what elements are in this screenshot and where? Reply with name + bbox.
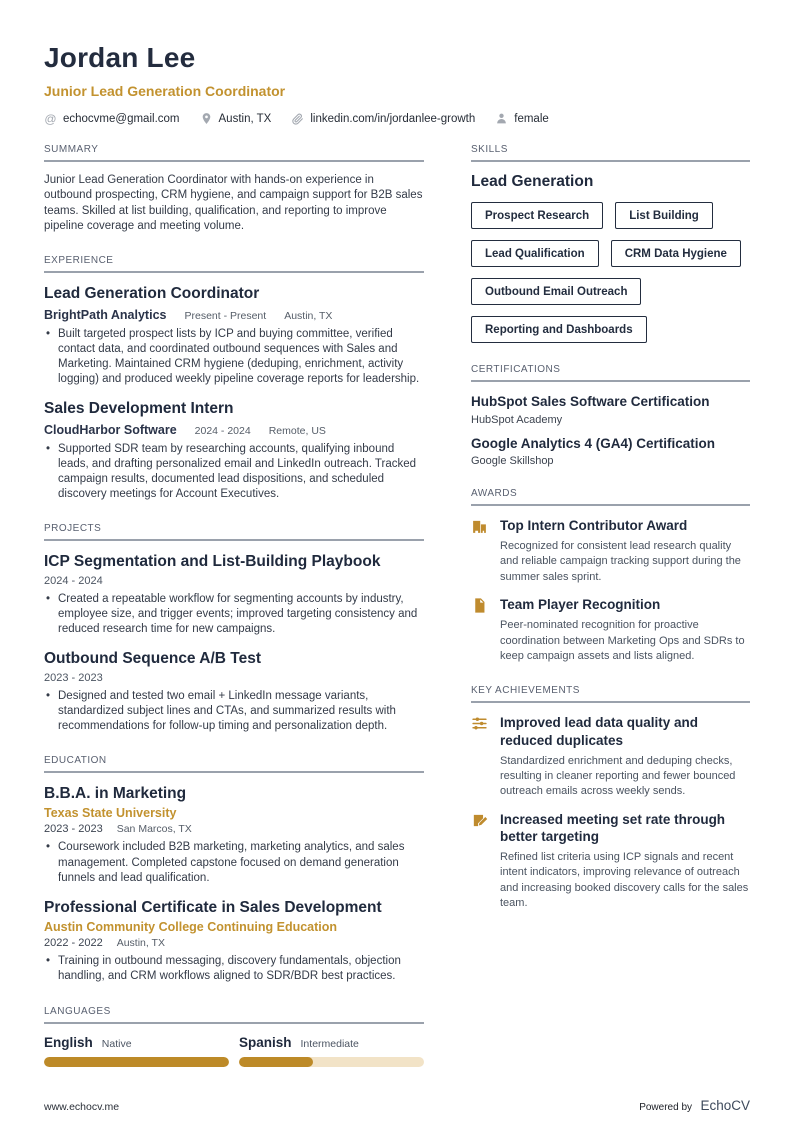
language-name: English (44, 1034, 93, 1050)
key-achievement-title: Improved lead data quality and reduced duplicates (500, 715, 699, 748)
footer-powered-by (639, 1097, 750, 1115)
candidate-name: Jordan Lee (44, 42, 196, 73)
powered-by-text: Powered by (639, 1102, 693, 1113)
person-icon (495, 112, 508, 125)
note-pencil-icon (471, 812, 488, 829)
language-level: Intermediate (300, 1037, 359, 1050)
language-item (44, 1035, 229, 1067)
key-achievement-entry (471, 811, 750, 912)
email-at-icon: @ (44, 111, 57, 126)
certification-issuer: HubSpot Academy (471, 413, 563, 426)
skills-label: SKILLS (471, 144, 508, 155)
section-skills (471, 144, 750, 343)
sliders-icon (471, 715, 488, 732)
language-proficiency-bar (44, 1057, 229, 1067)
experience-meta (44, 423, 424, 437)
key-achievement-head (471, 714, 750, 749)
contact-email-text: echocvme@gmail.com (63, 112, 180, 125)
skill-chip: Lead Qualification (471, 240, 599, 267)
language-item (239, 1035, 424, 1067)
education-degree: B.B.A. in Marketing (44, 785, 187, 803)
contact-gender-text: female (514, 112, 549, 125)
languages-label: LANGUAGES (44, 1005, 111, 1017)
section-languages (44, 1006, 424, 1067)
award-title: Top Intern Contributor Award (500, 518, 688, 534)
experience-entry (44, 284, 424, 387)
location-pin-icon (200, 112, 213, 125)
education-location: San Marcos, TX (116, 823, 192, 836)
languages-row (44, 1035, 424, 1067)
skill-chip: Outbound Email Outreach (471, 278, 641, 305)
experience-company: CloudHarbor Software (44, 422, 177, 437)
experience-entry (44, 399, 424, 502)
award-description: Peer-nominated recognition for proactive coordination between Marketing Ops and SDRs to keep campaign assets and lists aligned. (500, 619, 745, 663)
education-school: Austin Community College Continuing Education (44, 920, 338, 935)
education-dates: 2022 - 2022 (44, 937, 103, 950)
language-head (44, 1035, 229, 1050)
key-achievement-title: Increased meeting set rate through better targeting (500, 811, 726, 845)
education-location: Austin, TX (116, 937, 165, 950)
skill-chip: List Building (615, 202, 713, 229)
education-degree: Professional Certificate in Sales Development (44, 898, 382, 916)
summary-text: Junior Lead Generation Coordinator with hands-on experience in outbound prospecting, CRM hygiene, and campaign support for B2B sales teams. Skilled at list building, qualification, and reporting to improve pipeline coverage and meeting volume. (44, 174, 423, 232)
project-bullet: • Designed and tested two email + LinkedIn message variants, standardized subject lines and CTAs, and summarized results with recommendations for follow-up timing and personalization depth. (44, 689, 424, 735)
award-entry (471, 596, 750, 664)
education-bullet: • Coursework included B2B marketing, marketing analytics, and sales management. Completed capstone focused on demand generation funnels and lead qualification. (44, 840, 424, 886)
skill-chip: Prospect Research (471, 202, 603, 229)
award-head (471, 517, 750, 535)
project-entry (44, 552, 424, 637)
left-column (44, 144, 424, 1088)
skill-chips (471, 202, 750, 343)
building-icon (471, 518, 488, 535)
contact-row (44, 112, 750, 125)
section-summary (44, 144, 424, 234)
project-bullets (44, 689, 424, 735)
section-divider (471, 701, 750, 703)
certification-entry (471, 393, 750, 426)
certification-issuer: Google Skillshop (471, 455, 554, 468)
skill-chip: Reporting and Dashboards (471, 316, 647, 343)
education-meta (44, 937, 424, 949)
paperclip-link-icon (291, 112, 304, 125)
contact-gender (495, 112, 549, 125)
certification-entry (471, 435, 750, 468)
section-divider (44, 160, 424, 162)
certifications-label: CERTIFICATIONS (471, 364, 561, 375)
experience-location: Remote, US (268, 424, 326, 437)
certification-name: Google Analytics 4 (GA4) Certification (471, 435, 716, 451)
contact-linkedin-text: linkedin.com/in/jordanlee-growth (310, 112, 476, 125)
footer-site-link[interactable]: www.echocv.me (44, 1101, 120, 1113)
experience-bullet: • Built targeted prospect lists by ICP and buying committee, verified contact data, and coordinated outbound sequences with Sales and Marketing. Maintained CRM hygiene (deduping, enrichment, activity logging) and produced weekly pipeline coverage reports for leadership. (44, 327, 424, 388)
key-achievement-description: Standardized enrichment and deduping checks, resulting in cleaner reporting and fewer bounced outreach emails across weekly sends. (500, 754, 736, 798)
section-awards (471, 488, 750, 664)
project-title: Outbound Sequence A/B Test (44, 650, 262, 668)
key-achievement-description: Refined list criteria using ICP signals and recent intent indicators, improving relevance of outreach and increasing booked discovery calls for the sales team. (500, 850, 749, 909)
projects-label: PROJECTS (44, 523, 102, 535)
award-head (471, 596, 750, 614)
awards-label: AWARDS (471, 488, 518, 500)
section-experience (44, 255, 424, 502)
education-entry (44, 898, 424, 985)
certificate-document-icon (471, 597, 488, 614)
section-divider (44, 771, 424, 773)
award-description: Recognized for consistent lead research quality and reliable campaign tracking support during the summer sales sprint. (500, 540, 741, 583)
experience-title: Lead Generation Coordinator (44, 285, 260, 303)
education-entry (44, 784, 424, 886)
echocv-brand-link[interactable]: EchoCV (700, 1098, 750, 1113)
resume-header (44, 42, 750, 125)
key-achievement-head (471, 811, 750, 846)
section-certifications (471, 364, 750, 467)
summary-label: SUMMARY (44, 144, 99, 155)
language-level: Native (101, 1037, 132, 1050)
section-divider (44, 539, 424, 541)
section-divider (44, 271, 424, 273)
experience-bullets (44, 442, 424, 503)
project-dates: 2024 - 2024 (44, 574, 103, 587)
language-head (239, 1035, 424, 1050)
education-dates: 2023 - 2023 (44, 823, 103, 836)
project-bullet: • Created a repeatable workflow for segmenting accounts by industry, employee size, and trigger events; improved targeting consistency and reduced research time for new campaigns. (44, 592, 424, 638)
section-key-achievements (471, 685, 750, 911)
certification-name: HubSpot Sales Software Certification (471, 394, 710, 409)
skill-chip: CRM Data Hygiene (611, 240, 741, 267)
education-label: EDUCATION (44, 755, 107, 767)
contact-location (200, 112, 272, 125)
section-divider (471, 380, 750, 382)
education-bullets (44, 954, 424, 984)
award-entry (471, 517, 750, 585)
experience-company: BrightPath Analytics (44, 307, 167, 322)
education-school: Texas State University (44, 806, 177, 821)
project-dates: 2023 - 2023 (44, 671, 103, 684)
experience-bullets (44, 327, 424, 388)
education-bullet: • Training in outbound messaging, discovery fundamentals, objection handling, and CRM workflows aligned to SDR/BDR best practices. (44, 954, 424, 984)
project-title: ICP Segmentation and List-Building Playbook (44, 553, 381, 571)
skill-group-title: Lead Generation (471, 173, 594, 190)
language-proficiency-fill (239, 1057, 313, 1067)
language-proficiency-bar (239, 1057, 424, 1067)
experience-bullet: • Supported SDR team by researching accounts, qualifying inbound leads, and drafting personalized email and LinkedIn outreach. Tracked campaign results, documented lead dispositions, and scheduled discovery meetings for Account Executives. (44, 442, 424, 503)
key-achievement-entry (471, 714, 750, 799)
section-divider (471, 504, 750, 506)
contact-location-text: Austin, TX (218, 112, 272, 125)
experience-label: EXPERIENCE (44, 255, 114, 267)
experience-location: Austin, TX (284, 309, 333, 322)
experience-dates: Present - Present (184, 309, 267, 322)
education-meta (44, 823, 424, 835)
experience-meta (44, 308, 424, 322)
right-column (471, 144, 750, 932)
resume-body (44, 144, 750, 1088)
key-achievements-label: KEY ACHIEVEMENTS (471, 685, 580, 697)
section-education (44, 755, 424, 985)
candidate-job-title: Junior Lead Generation Coordinator (44, 83, 286, 99)
project-bullets (44, 592, 424, 638)
page-footer (44, 1097, 750, 1115)
section-divider (44, 1022, 424, 1024)
section-divider (471, 160, 750, 162)
section-projects (44, 523, 424, 734)
experience-title: Sales Development Intern (44, 400, 234, 418)
education-bullets (44, 840, 424, 886)
experience-dates: 2024 - 2024 (194, 424, 251, 437)
contact-linkedin[interactable] (291, 112, 475, 125)
language-name: Spanish (239, 1034, 292, 1050)
contact-email[interactable] (44, 112, 180, 125)
project-entry (44, 649, 424, 734)
language-proficiency-fill (44, 1057, 229, 1067)
award-title: Team Player Recognition (500, 597, 661, 613)
